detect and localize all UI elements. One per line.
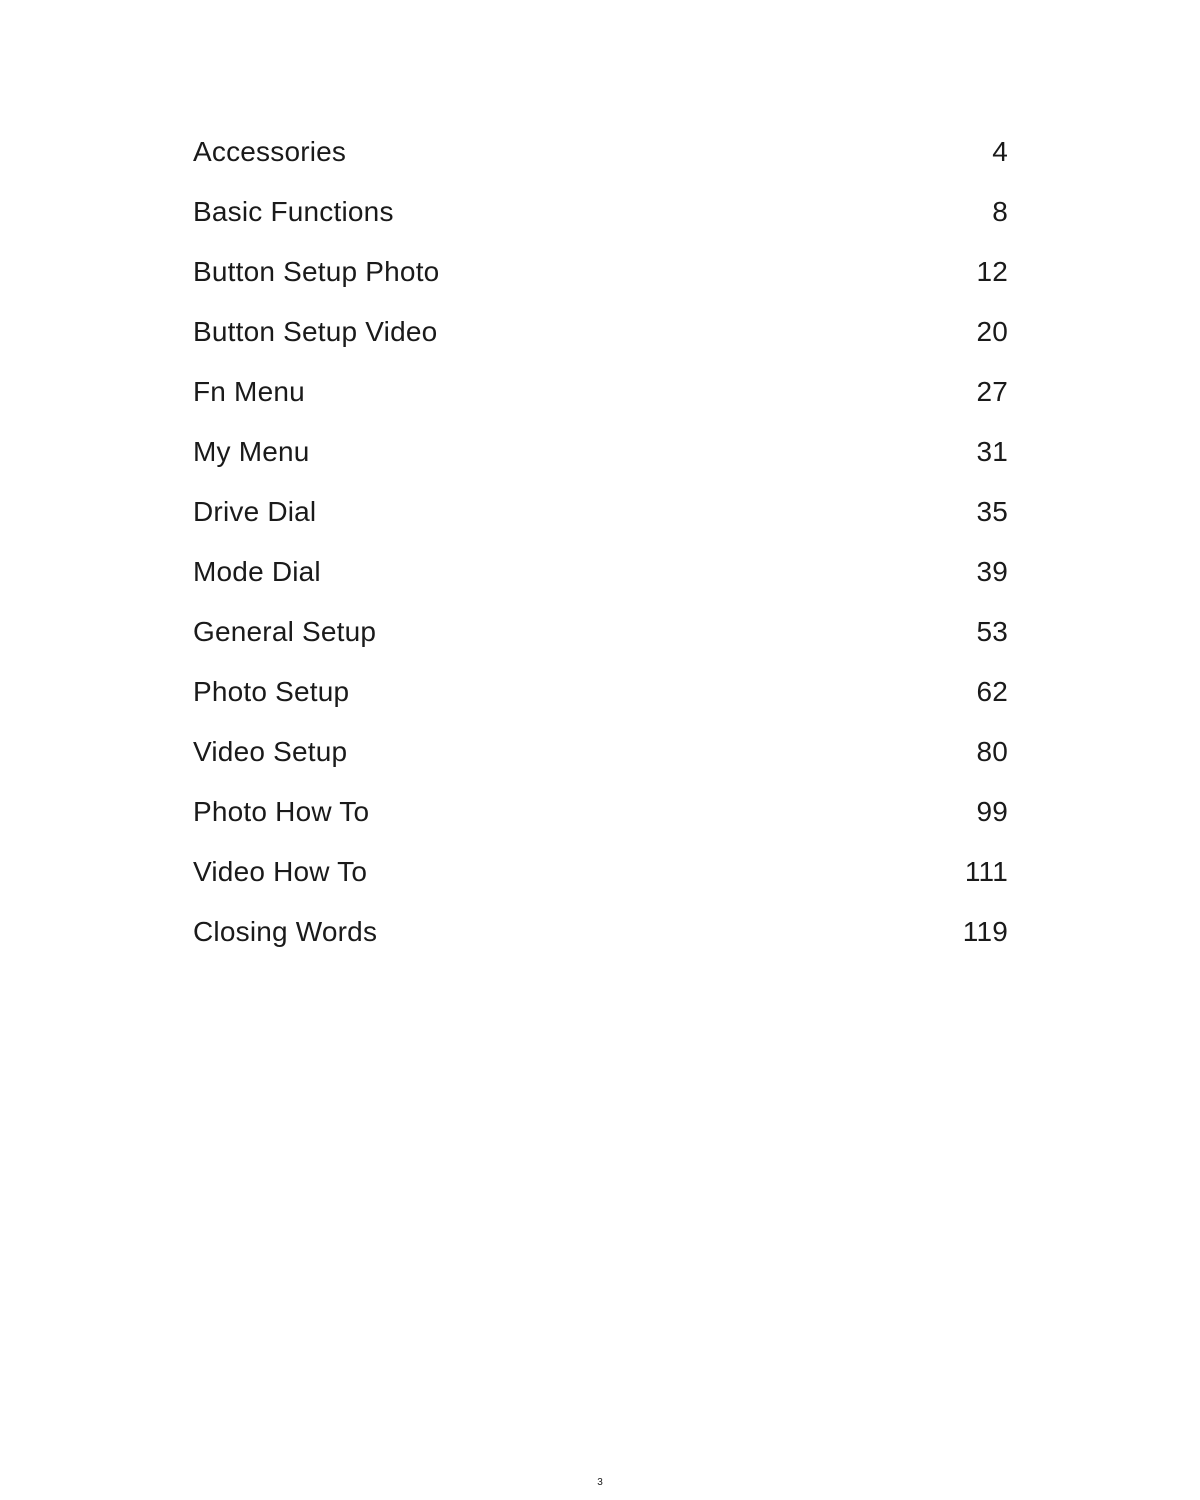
toc-entry-page: 111 bbox=[964, 856, 1008, 887]
toc-entry-drive-dial[interactable] bbox=[193, 482, 1008, 542]
toc-entry-page: 39 bbox=[976, 556, 1008, 587]
toc-entry-page: 31 bbox=[976, 436, 1008, 467]
toc-entry-title: Fn Menu bbox=[193, 376, 305, 407]
toc-entry-title: Basic Functions bbox=[193, 196, 394, 227]
toc-entry-accessories[interactable] bbox=[193, 122, 1008, 182]
toc-entry-title: Video How To bbox=[193, 856, 368, 887]
toc-entry-title: Button Setup Photo bbox=[193, 256, 440, 287]
toc-entry-button-setup-video[interactable] bbox=[193, 302, 1008, 362]
toc-entry-title: Accessories bbox=[193, 136, 347, 167]
page-number: 3 bbox=[597, 1477, 603, 1488]
toc-entry-title: Drive Dial bbox=[193, 496, 317, 527]
toc-entry-page: 80 bbox=[976, 736, 1008, 767]
toc-entry-page: 62 bbox=[976, 676, 1008, 707]
toc-entry-page: 12 bbox=[976, 256, 1008, 287]
toc-entry-title: Button Setup Video bbox=[193, 316, 438, 347]
toc-entry-video-how-to[interactable] bbox=[193, 842, 1008, 902]
table-of-contents bbox=[193, 122, 1008, 962]
toc-entry-mode-dial[interactable] bbox=[193, 542, 1008, 602]
toc-entry-photo-setup[interactable] bbox=[193, 662, 1008, 722]
toc-entry-page: 119 bbox=[962, 916, 1008, 947]
toc-entry-title: Closing Words bbox=[193, 916, 378, 947]
toc-entry-page: 27 bbox=[976, 376, 1008, 407]
toc-entry-page: 53 bbox=[976, 616, 1008, 647]
toc-entry-title: General Setup bbox=[193, 616, 377, 647]
toc-entry-fn-menu[interactable] bbox=[193, 362, 1008, 422]
toc-entry-closing-words[interactable] bbox=[193, 902, 1008, 962]
toc-entry-basic-functions[interactable] bbox=[193, 182, 1008, 242]
toc-entry-page: 20 bbox=[976, 316, 1008, 347]
toc-entry-title: Mode Dial bbox=[193, 556, 321, 587]
toc-entry-page: 99 bbox=[976, 796, 1008, 827]
toc-entry-page: 35 bbox=[976, 496, 1008, 527]
toc-entry-page: 8 bbox=[992, 196, 1008, 227]
toc-entry-button-setup-photo[interactable] bbox=[193, 242, 1008, 302]
toc-entry-photo-how-to[interactable] bbox=[193, 782, 1008, 842]
toc-entry-title: Photo Setup bbox=[193, 676, 350, 707]
toc-entry-my-menu[interactable] bbox=[193, 422, 1008, 482]
toc-entry-title: My Menu bbox=[193, 436, 310, 467]
toc-entry-title: Photo How To bbox=[193, 796, 370, 827]
toc-entry-video-setup[interactable] bbox=[193, 722, 1008, 782]
toc-entry-title: Video Setup bbox=[193, 736, 348, 767]
toc-entry-general-setup[interactable] bbox=[193, 602, 1008, 662]
toc-entry-page: 4 bbox=[992, 136, 1008, 167]
